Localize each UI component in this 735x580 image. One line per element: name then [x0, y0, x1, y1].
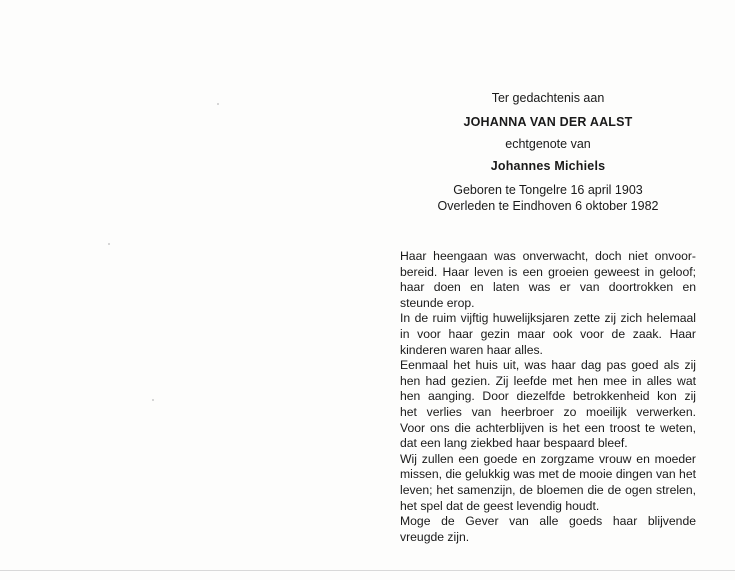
- text-line: Eenmaal het huis uit, was haar dag pas goed als zij: [400, 358, 696, 373]
- text-line: bereid. Haar leven is een groeien geweest in geloof;: [400, 264, 696, 279]
- text-line: vreugde zijn.: [400, 529, 470, 544]
- memorial-text: [400, 249, 696, 545]
- spouse-of-line: echtgenote van: [505, 137, 591, 151]
- paper-speck: [217, 103, 219, 105]
- text-line: missen, die gelukkig was met de mooie dingen van het: [400, 467, 696, 482]
- text-line: In de ruim vijftig huwelijksjaren zette zij zich helemaal: [400, 311, 696, 326]
- birth-line: Geboren te Tongelre 16 april 1903: [453, 183, 643, 197]
- text-line: Moge de Gever van alle goeds haar blijvende: [400, 514, 696, 529]
- spouse-name: Johannes Michiels: [490, 159, 606, 173]
- paper-speck: [108, 243, 110, 245]
- text-line: dat een lang ziekbed haar bespaard bleef.: [400, 436, 628, 451]
- death-line: Overleden te Eindhoven 6 oktober 1982: [437, 199, 659, 213]
- text-line: in voor haar gezin maar ook voor de zaak. Haar: [400, 326, 696, 341]
- text-line: steunde erop.: [400, 295, 475, 310]
- in-memory-line: Ter gedachtenis aan: [491, 91, 605, 105]
- text-line: leven; het samenzijn, de bloemen die de ogen strelen,: [400, 482, 696, 497]
- text-line: kinderen waren haar alles.: [400, 342, 543, 357]
- text-line: het spel dat de geest levendig houdt.: [400, 498, 600, 513]
- text-line: het verlies van heerbroer zo moeilijk verwerken.: [400, 404, 696, 419]
- text-line: haar doen en laten was er van doortrokken en: [400, 280, 696, 295]
- text-line: Haar heengaan was onverwacht, doch niet onvoor-: [400, 249, 696, 263]
- text-line: hen had gezien. Zij leefde met hen mee in alles wat: [400, 373, 696, 388]
- paper-speck: [152, 399, 154, 401]
- text-line: Wij zullen een goede en zorgzame vrouw en moeder: [400, 451, 696, 466]
- text-line: Voor ons die achterblijven is het een troost te weten,: [400, 420, 696, 435]
- text-line: hen aanging. Door diezelfde betrokkenheid kon zij: [400, 389, 696, 404]
- deceased-name: JOHANNA VAN DER AALST: [463, 115, 633, 129]
- memorial-header: [400, 90, 696, 214]
- card-fold-line: [0, 570, 735, 571]
